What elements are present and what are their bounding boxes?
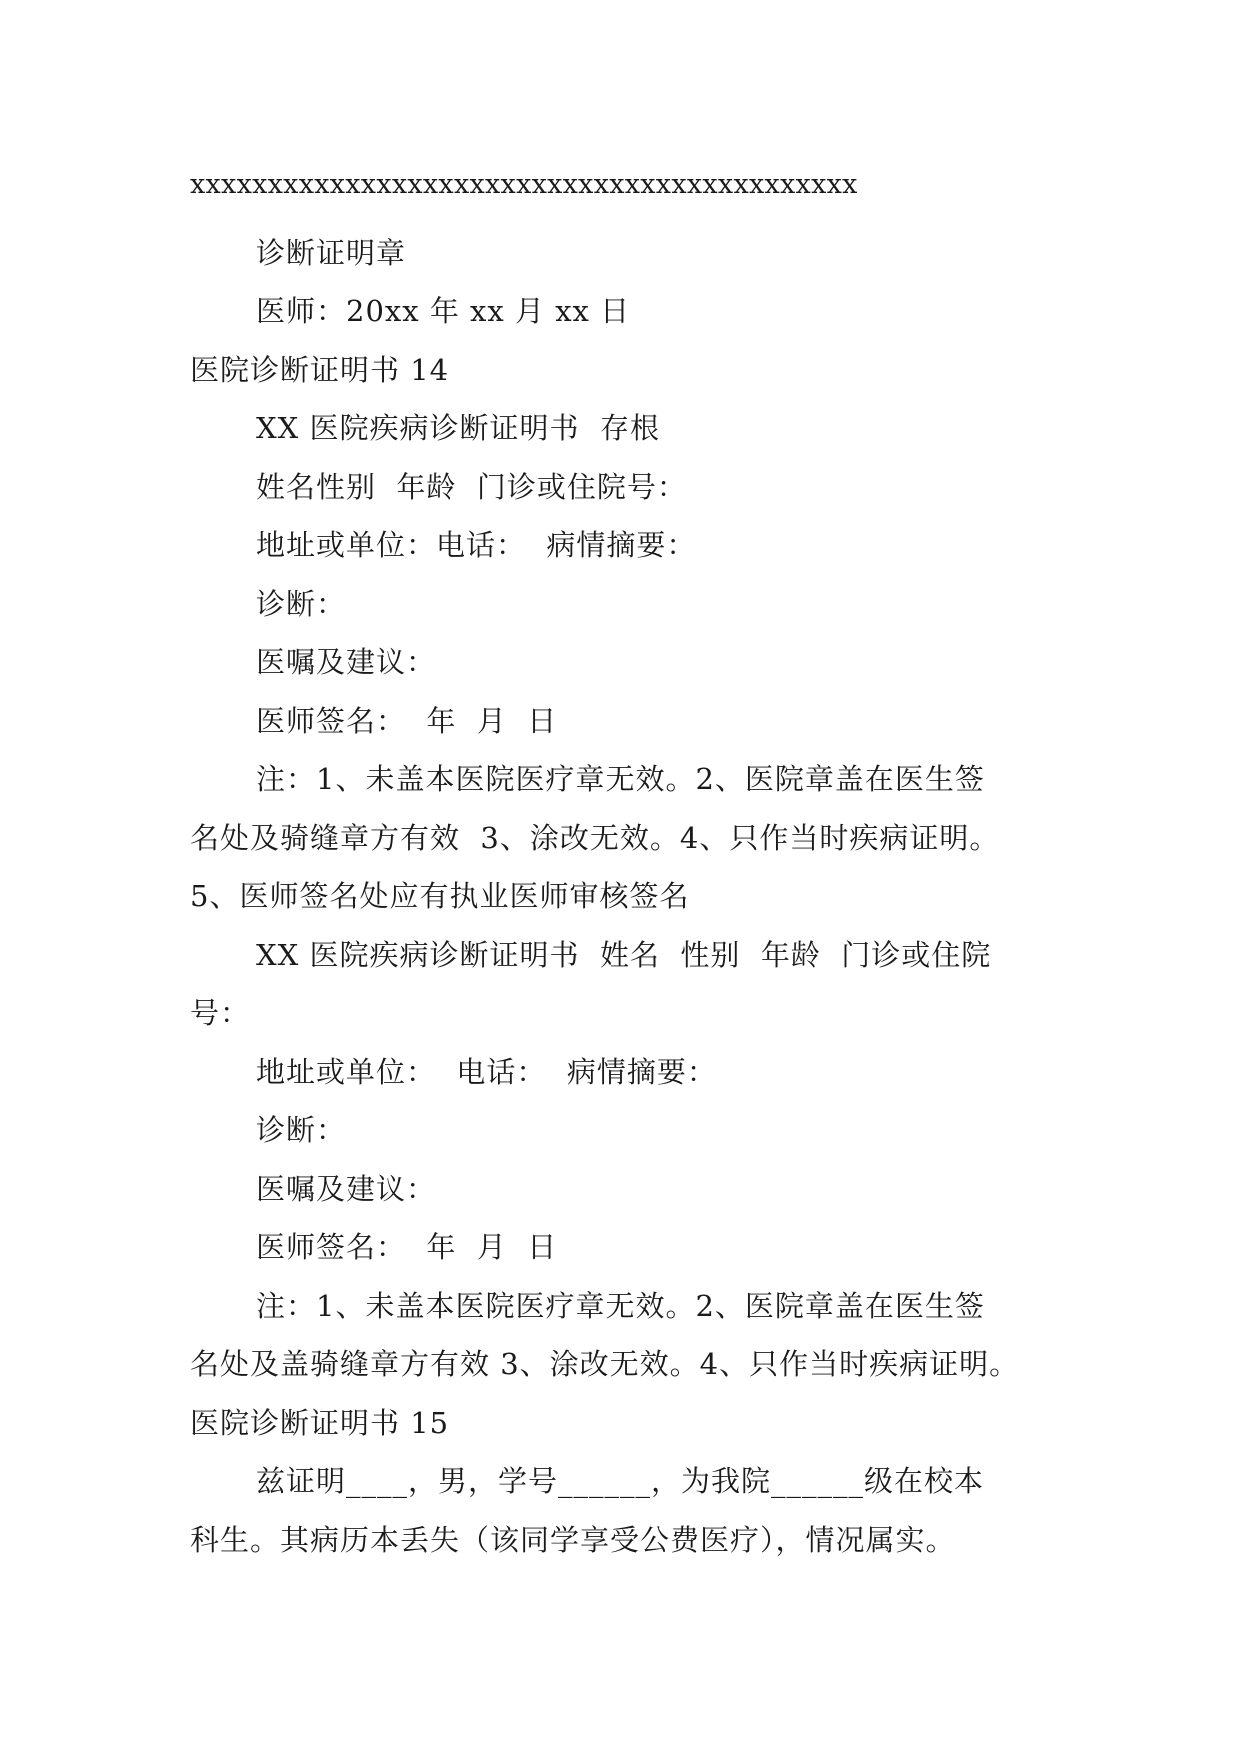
diagnosis-label: 诊断：: [256, 586, 347, 621]
certificate-stub-title: XX 医院疾病诊断证明书 存根: [256, 411, 660, 445]
diagnosis-label: 诊断：: [256, 1113, 347, 1147]
certificate-title-line: 号：: [190, 996, 251, 1030]
note-paragraph-line: 注：1、未盖本医院医疗章无效。2、医院章盖在医生签: [256, 762, 985, 796]
note-paragraph-line: 名处及盖骑缝章方有效 3、涂改无效。4、只作当时疾病证明。: [190, 1347, 1020, 1381]
doctor-date-line: 医师：20xx 年 xx 月 xx 日: [256, 294, 631, 328]
section-heading-14: 医院诊断证明书 14: [190, 352, 450, 387]
advice-label: 医嘱及建议：: [256, 1171, 437, 1206]
address-phone-line: 地址或单位：电话： 病情摘要：: [256, 528, 697, 562]
note-paragraph-line: 名处及骑缝章方有效 3、涂改无效。4、只作当时疾病证明。: [190, 820, 1000, 855]
patient-info-line: 姓名性别 年龄 门诊或住院号：: [256, 469, 687, 504]
section-heading-15: 医院诊断证明书 15: [190, 1405, 450, 1440]
certificate-title-line: XX 医院疾病诊断证明书 姓名 性别 年龄 门诊或住院: [256, 937, 992, 972]
note-paragraph-line: 注：1、未盖本医院医疗章无效。2、医院章盖在医生签: [256, 1288, 985, 1323]
stamp-label: 诊断证明章: [256, 235, 407, 270]
placeholder-x-line: xxxxxxxxxxxxxxxxxxxxxxxxxxxxxxxxxxxxxxxxxxx: [190, 169, 858, 200]
note-paragraph-line: 5、医师签名处应有执业医师审核签名: [190, 879, 690, 913]
signature-date-line: 医师签名： 年 月 日: [256, 703, 558, 738]
document-page: [190, 165, 1060, 1569]
certification-paragraph-line: 兹证明____，男，学号______，为我院______级在校本: [256, 1464, 985, 1498]
advice-label: 医嘱及建议：: [256, 645, 437, 679]
signature-date-line: 医师签名： 年 月 日: [256, 1230, 558, 1264]
certification-paragraph-line: 科生。其病历本丢失（该同学享受公费医疗），情况属实。: [190, 1522, 956, 1557]
address-phone-line: 地址或单位： 电话： 病情摘要：: [256, 1054, 717, 1089]
